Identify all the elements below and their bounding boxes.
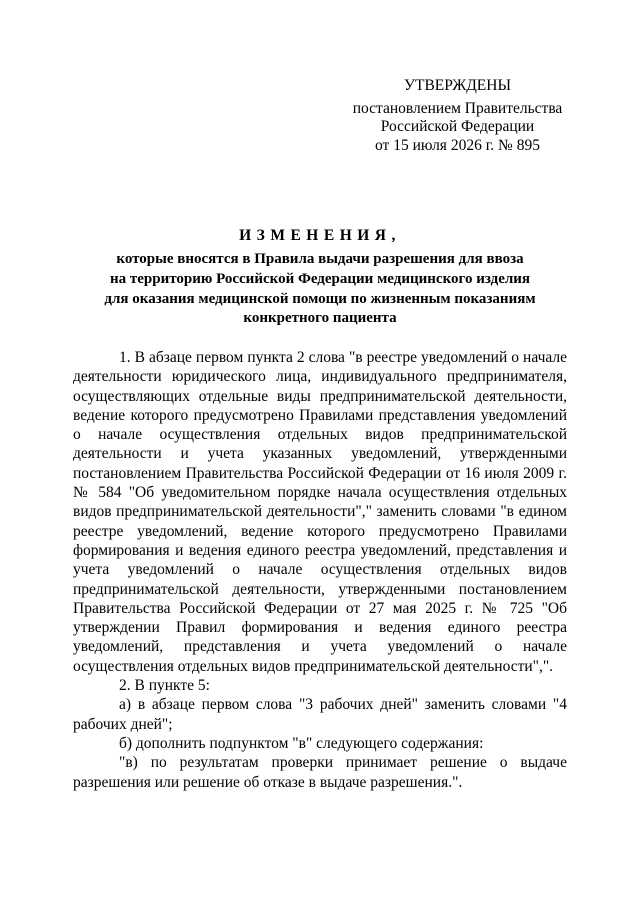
approval-line: постановлением Правительства	[352, 99, 563, 117]
document-header	[60, 226, 580, 329]
document-title: ИЗМЕНЕНИЯ,	[239, 227, 401, 244]
subtitle-line: на территорию Российской Федерации медицинского изделия	[109, 270, 531, 287]
document-body	[73, 348, 567, 792]
approval-stamp	[340, 77, 575, 155]
paragraph: б) дополнить подпунктом "в" следующего содержания:	[119, 734, 484, 752]
paragraph: "в) по результатам проверки принимает решение о выдаче разрешения или решение об отказе в выдаче разрешения.".	[73, 754, 567, 791]
subtitle-line: которые вносятся в Правила выдачи разрешения для ввоза	[116, 251, 524, 267]
subtitle-line: конкретного пациента	[243, 310, 397, 327]
approval-line: Российской Федерации	[380, 118, 535, 135]
paragraph: а) в абзаце первом слова "3 рабочих дней" заменить словами "4 рабочих дней";	[73, 696, 567, 733]
paragraph: 2. В пункте 5:	[119, 677, 210, 695]
approval-heading: УТВЕРЖДЕНЫ	[404, 77, 511, 94]
approval-line: от 15 июля 2026 г. № 895	[375, 136, 540, 154]
paragraph: 1. В абзаце первом пункта 2 слова "в реестре уведомлений о начале деятельности юридического лица, индивидуального предпринимателя, осуществляющих отдельные виды предпринимательской деятельности, ведение которого предусмотрено Правилами представления уведомлений о начале осуществления отдельных видов предпринимательской деятельности и учета указанных уведомлений, утвержденными постановлением Правительства Российской Федерации от 16 июля 2009 г. № 584 "Об уведомительном порядке начала осуществления отдельных видов предпринимательской деятельности"," заменить словами "в едином реестре уведомлений, ведение которого предусмотрено Правилами формирования и ведения единого реестра уведомлений, представления и учета уведомлений о начале осуществления отдельных видов предпринимательской деятельности, утвержденными постановлением Правительства Российской Федерации от 27 мая 2025 г. № 725 "Об утверждении Правил формирования и ведения единого реестра уведомлений, представления и учета уведомлений о начале осуществления отдельных видов предпринимательской деятельности",".	[73, 349, 567, 675]
document-subtitle	[60, 250, 580, 329]
subtitle-line: для оказания медицинской помощи по жизненным показаниям	[104, 290, 536, 307]
